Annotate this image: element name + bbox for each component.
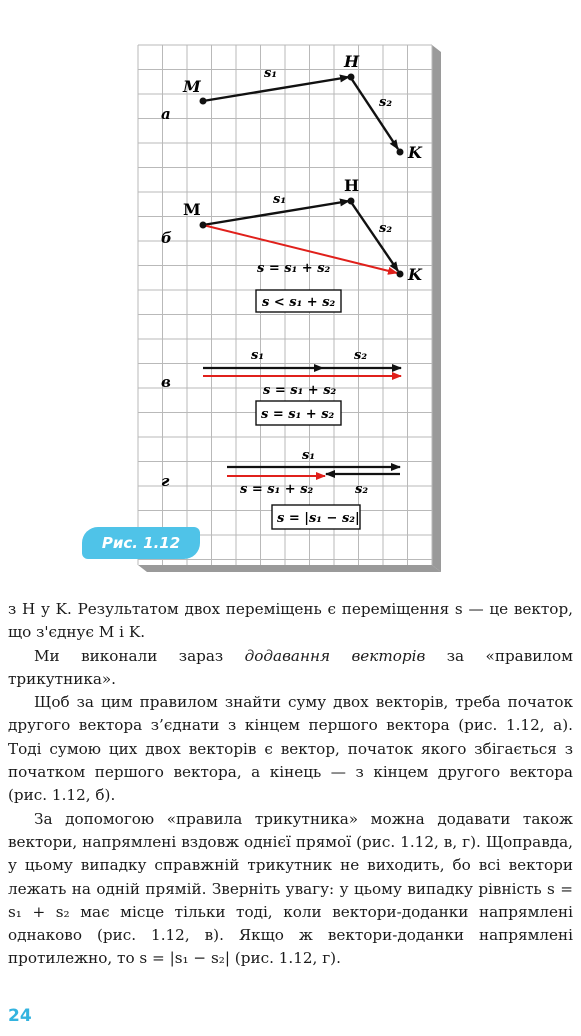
- label-s2: s₂: [379, 221, 393, 236]
- sum-formula: s = s₁ + s₂: [240, 482, 314, 497]
- label-s2: s₂: [379, 95, 393, 110]
- label-H: H: [344, 52, 360, 71]
- point-K: [397, 149, 404, 156]
- sum-formula: s = s₁ + s₂: [263, 383, 337, 398]
- label-s1: s₁: [264, 66, 278, 81]
- label-M: M: [183, 200, 201, 219]
- label-s1: s₁: [302, 448, 316, 463]
- figure-caption: Рис. 1.12: [82, 527, 200, 559]
- label-K: K: [408, 143, 422, 162]
- box-formula: s = |s₁ − s₂|: [277, 511, 360, 526]
- label-s1: s₁: [251, 348, 265, 363]
- body-text: [8, 598, 573, 971]
- label-s2: s₂: [354, 348, 368, 363]
- box-formula: s = s₁ + s₂: [261, 407, 335, 422]
- page-number: 24: [8, 1006, 32, 1026]
- point-M: [200, 222, 207, 229]
- label-s1: s₁: [273, 192, 287, 207]
- panel-label-b: б: [161, 229, 172, 247]
- point-M: [200, 98, 207, 105]
- point-K: [397, 271, 404, 278]
- label-K: K: [408, 265, 422, 284]
- box-formula: s < s₁ + s₂: [262, 295, 336, 310]
- paragraph-2: [8, 645, 573, 692]
- panel-label-a: а: [161, 105, 171, 123]
- panel-label-c: в: [161, 373, 171, 391]
- paragraph-3: Щоб за цим правилом знайти суму двох векторів, треба початок другого вектора з’єднати з кінцем першого вектора (рис. 1.12, а). Тоді сумою цих двох векторів є вектор, початок якого збігається з початком першого вектора, а кінець — з кінцем другого вектора (рис. 1.12, б).: [8, 693, 573, 805]
- label-H: H: [344, 176, 360, 195]
- paragraph-2-text: Ми виконали зараз: [34, 646, 245, 665]
- panel-label-d: г: [161, 472, 170, 490]
- paragraph-2-tail: за «правилом трикутника».: [8, 646, 573, 688]
- label-M: M: [183, 77, 201, 96]
- term-vector-addition: додавання векторів: [244, 646, 426, 665]
- point-H: [348, 198, 355, 205]
- sum-formula: s = s₁ + s₂: [257, 261, 331, 276]
- point-H: [348, 74, 355, 81]
- label-s2: s₂: [355, 482, 369, 497]
- paragraph-1: з H у K. Результатом двох переміщень є переміщення s — це вектор, що з'єднує M і K.: [8, 600, 573, 642]
- paragraph-4: За допомогою «правила трикутника» можна додавати також вектори, напрямлені вздовж однієї прямої (рис. 1.12, в, г). Щоправда, у цьому випадку справжній трикутник не виходить, бо всі вектори лежать на одній прямій. Зверніть увагу: у цьому випадку рівність s = s₁ + s₂ має місце тільки тоді, коли вектори-доданки напрямлені однаково (рис. 1.12, в). Якщо ж вектори-доданки напрямлені протилежно, то s = |s₁ − s₂| (рис. 1.12, г).: [8, 809, 573, 968]
